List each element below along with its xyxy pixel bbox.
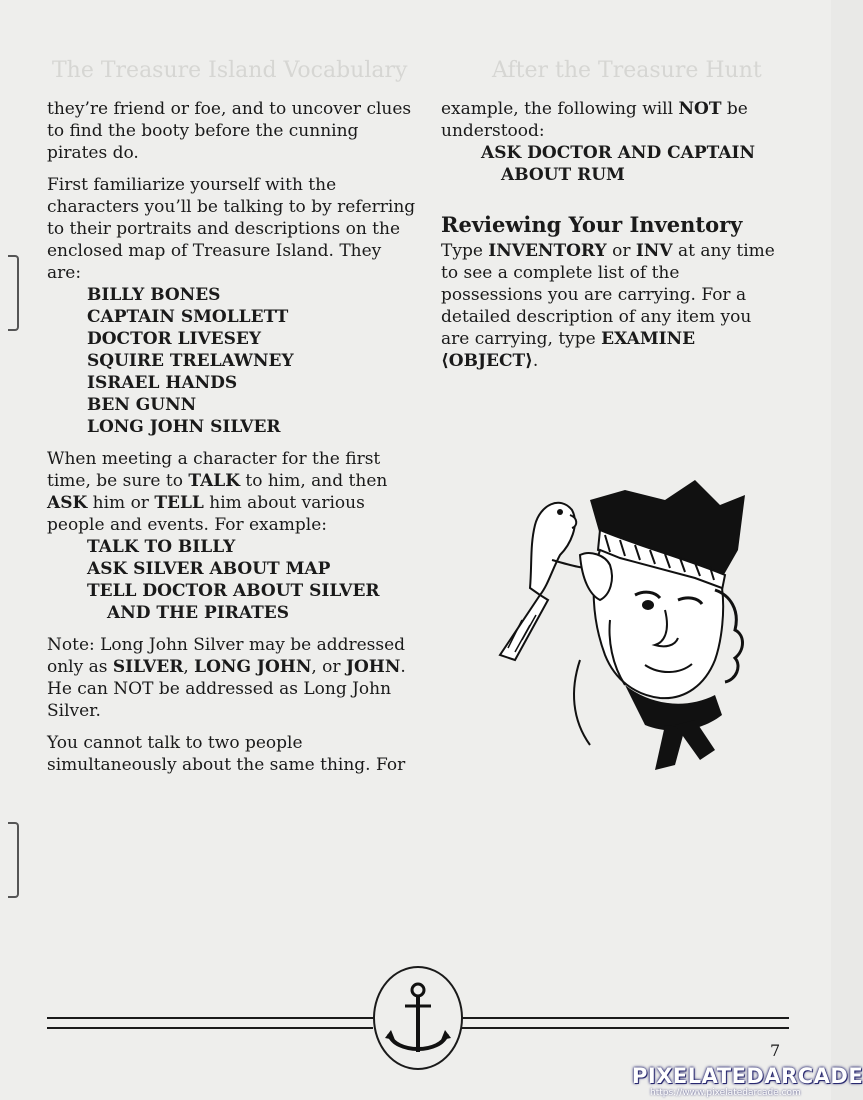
object-placeholder: ⟨OBJECT⟩	[441, 351, 533, 371]
watermark-logo: PIXELATEDARCADE	[632, 1064, 863, 1088]
inv-command: INV	[635, 241, 673, 261]
note-label: Note:	[47, 635, 95, 655]
left-column	[47, 98, 417, 786]
pirate-coat	[574, 660, 590, 745]
ghost-header-right: After the Treasure Hunt	[492, 58, 762, 83]
tell-command: TELL	[154, 493, 204, 513]
anchor-icon	[375, 968, 461, 1068]
character-item: BEN GUNN	[87, 395, 197, 415]
note-text: . He can NOT be addressed as Long John Silver.	[47, 657, 406, 721]
character-item: LONG JOHN SILVER	[87, 417, 281, 437]
character-item: DOCTOR LIVESEY	[87, 329, 262, 349]
inventory-paragraph	[441, 240, 776, 372]
examine-command: EXAMINE	[601, 329, 696, 349]
character-item: CAPTAIN SMOLLETT	[87, 307, 289, 327]
meeting-text: him or	[87, 493, 155, 513]
silver-command: SILVER	[112, 657, 184, 677]
note-text: , or	[311, 657, 346, 677]
right-column	[441, 98, 776, 382]
inventory-text: or	[606, 241, 636, 261]
example-command-continued: AND THE PIRATES	[107, 603, 289, 623]
inventory-text: Type	[441, 241, 489, 261]
intro-paragraph: they’re friend or foe, and to uncover clues to find the booty before the cunning pirates do.	[47, 99, 412, 163]
inventory-text: .	[532, 351, 539, 371]
continued-text: example, the following will	[441, 99, 679, 119]
example-command: TELL DOCTOR ABOUT SILVER	[87, 581, 380, 601]
ask-command: ASK	[47, 493, 88, 513]
continued-paragraph	[441, 98, 776, 142]
continued-text: be understood:	[441, 99, 748, 141]
inventory-text: at any time to see a complete list of the possessions you are carrying. For a detailed description of any item you are carrying, type	[441, 241, 775, 349]
long-john-command: LONG JOHN	[194, 657, 312, 677]
bad-example-command	[481, 142, 776, 186]
character-item: SQUIRE TRELAWNEY	[87, 351, 294, 371]
footer-divider-right	[459, 1017, 789, 1029]
character-item: ISRAEL HANDS	[87, 373, 238, 393]
meeting-text: him about various people and events. For example:	[47, 493, 365, 535]
footer-divider-left	[47, 1017, 373, 1029]
familiarize-paragraph: First familiarize yourself with the characters you’ll be talking to by referring to their portraits and descriptions on the enclosed map of Treasure Island. They are:	[47, 175, 416, 283]
example-command: ASK SILVER ABOUT MAP	[87, 559, 331, 579]
bad-example-line: ABOUT RUM	[501, 165, 625, 185]
john-command: JOHN	[345, 657, 401, 677]
page-number: 7	[770, 1041, 781, 1060]
ghost-header-left: The Treasure Island Vocabulary	[52, 58, 408, 83]
meeting-paragraph	[47, 448, 417, 536]
staple-top	[8, 255, 19, 331]
meeting-text: to him, and then	[239, 471, 388, 491]
anchor-medallion	[373, 966, 463, 1070]
pirate-hand	[580, 553, 612, 600]
note-paragraph	[47, 634, 417, 722]
example-commands	[87, 536, 417, 624]
character-item: BILLY BONES	[87, 285, 221, 305]
staple-bottom	[8, 822, 19, 898]
character-list	[87, 284, 417, 438]
meeting-text: When meeting a character for the first time, be sure to	[47, 449, 381, 491]
not-word: NOT	[678, 99, 722, 119]
watermark-url: https://www.pixelatedarcade.com	[650, 1088, 801, 1098]
pirate-illustration	[460, 470, 780, 780]
bad-example-line: ASK DOCTOR AND CAPTAIN	[481, 143, 756, 163]
inventory-command: INVENTORY	[488, 241, 607, 261]
note-text: ,	[183, 657, 195, 677]
note-text: Long John Silver may be addressed only as	[47, 635, 406, 677]
inventory-heading: Reviewing Your Inventory	[441, 212, 743, 237]
talk-command: TALK	[188, 471, 240, 491]
simultaneous-paragraph: You cannot talk to two people simultaneously about the same thing. For	[47, 733, 406, 775]
example-command: TALK TO BILLY	[87, 537, 236, 557]
